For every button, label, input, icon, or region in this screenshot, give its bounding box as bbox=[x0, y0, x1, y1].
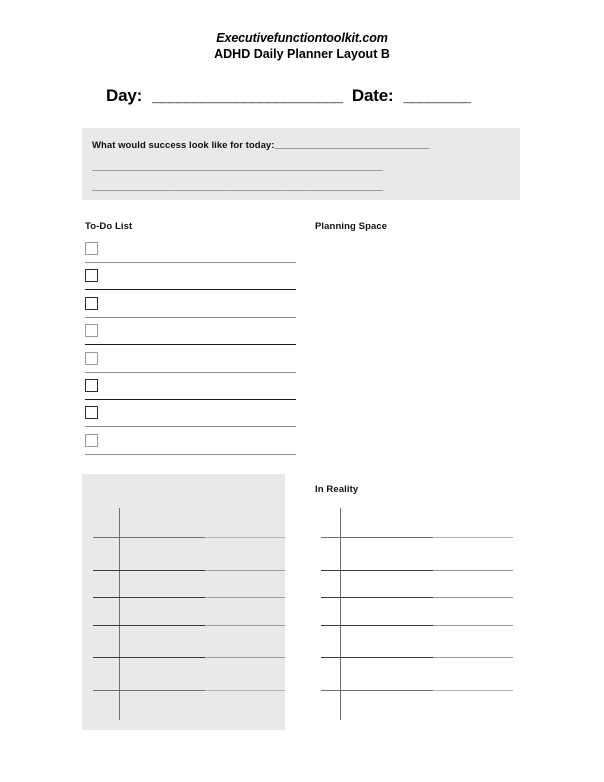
todo-checkbox[interactable] bbox=[85, 297, 98, 310]
todo-write-line[interactable] bbox=[85, 454, 296, 455]
todo-write-line[interactable] bbox=[85, 399, 296, 400]
todo-checkbox[interactable] bbox=[85, 379, 98, 392]
planning-space-area[interactable] bbox=[315, 240, 520, 455]
in-reality-panel bbox=[310, 474, 513, 730]
todo-row bbox=[85, 406, 299, 433]
todo-checkbox[interactable] bbox=[85, 434, 98, 447]
todo-row bbox=[85, 434, 299, 461]
success-blank-3[interactable]: ______________________________________________________________ bbox=[92, 182, 383, 193]
todo-write-line[interactable] bbox=[85, 262, 296, 263]
todo-write-line[interactable] bbox=[85, 317, 296, 318]
brand-title: Executivefunctiontoolkit.com bbox=[216, 31, 388, 45]
success-blank-2[interactable]: ______________________________________________________________ bbox=[92, 162, 383, 173]
todo-checkbox[interactable] bbox=[85, 242, 98, 255]
todo-row bbox=[85, 242, 299, 269]
todo-write-line[interactable] bbox=[85, 344, 296, 345]
todo-checkbox[interactable] bbox=[85, 352, 98, 365]
todo-checkbox[interactable] bbox=[85, 406, 98, 419]
todo-list bbox=[85, 242, 299, 461]
todo-row bbox=[85, 352, 299, 379]
todo-row bbox=[85, 269, 299, 296]
page-subtitle: ADHD Daily Planner Layout B bbox=[214, 47, 390, 61]
success-prompt-line bbox=[92, 140, 429, 151]
todo-row bbox=[85, 379, 299, 406]
success-blank-1[interactable]: _________________________________ bbox=[274, 140, 430, 151]
todo-write-line[interactable] bbox=[85, 372, 296, 373]
todo-checkbox[interactable] bbox=[85, 324, 98, 337]
todo-row bbox=[85, 297, 299, 324]
planning-space-title: Planning Space bbox=[315, 221, 388, 232]
date-label: Date: bbox=[351, 86, 394, 105]
page-header bbox=[0, 31, 604, 62]
day-label: Day: bbox=[106, 86, 143, 105]
day-input-blank[interactable]: _______________________ bbox=[152, 86, 342, 105]
todo-checkbox[interactable] bbox=[85, 269, 98, 282]
todo-write-line[interactable] bbox=[85, 289, 296, 290]
success-prompt-box bbox=[82, 128, 520, 200]
todo-row bbox=[85, 324, 299, 351]
day-date-row bbox=[106, 86, 526, 106]
success-prompt-label: What would success look like for today: bbox=[92, 140, 275, 151]
todo-list-title: To-Do List bbox=[85, 221, 133, 232]
in-reality-title: In Reality bbox=[315, 484, 359, 495]
date-input-blank[interactable]: ________ bbox=[403, 86, 470, 105]
the-plan-panel bbox=[82, 474, 285, 730]
todo-write-line[interactable] bbox=[85, 426, 296, 427]
